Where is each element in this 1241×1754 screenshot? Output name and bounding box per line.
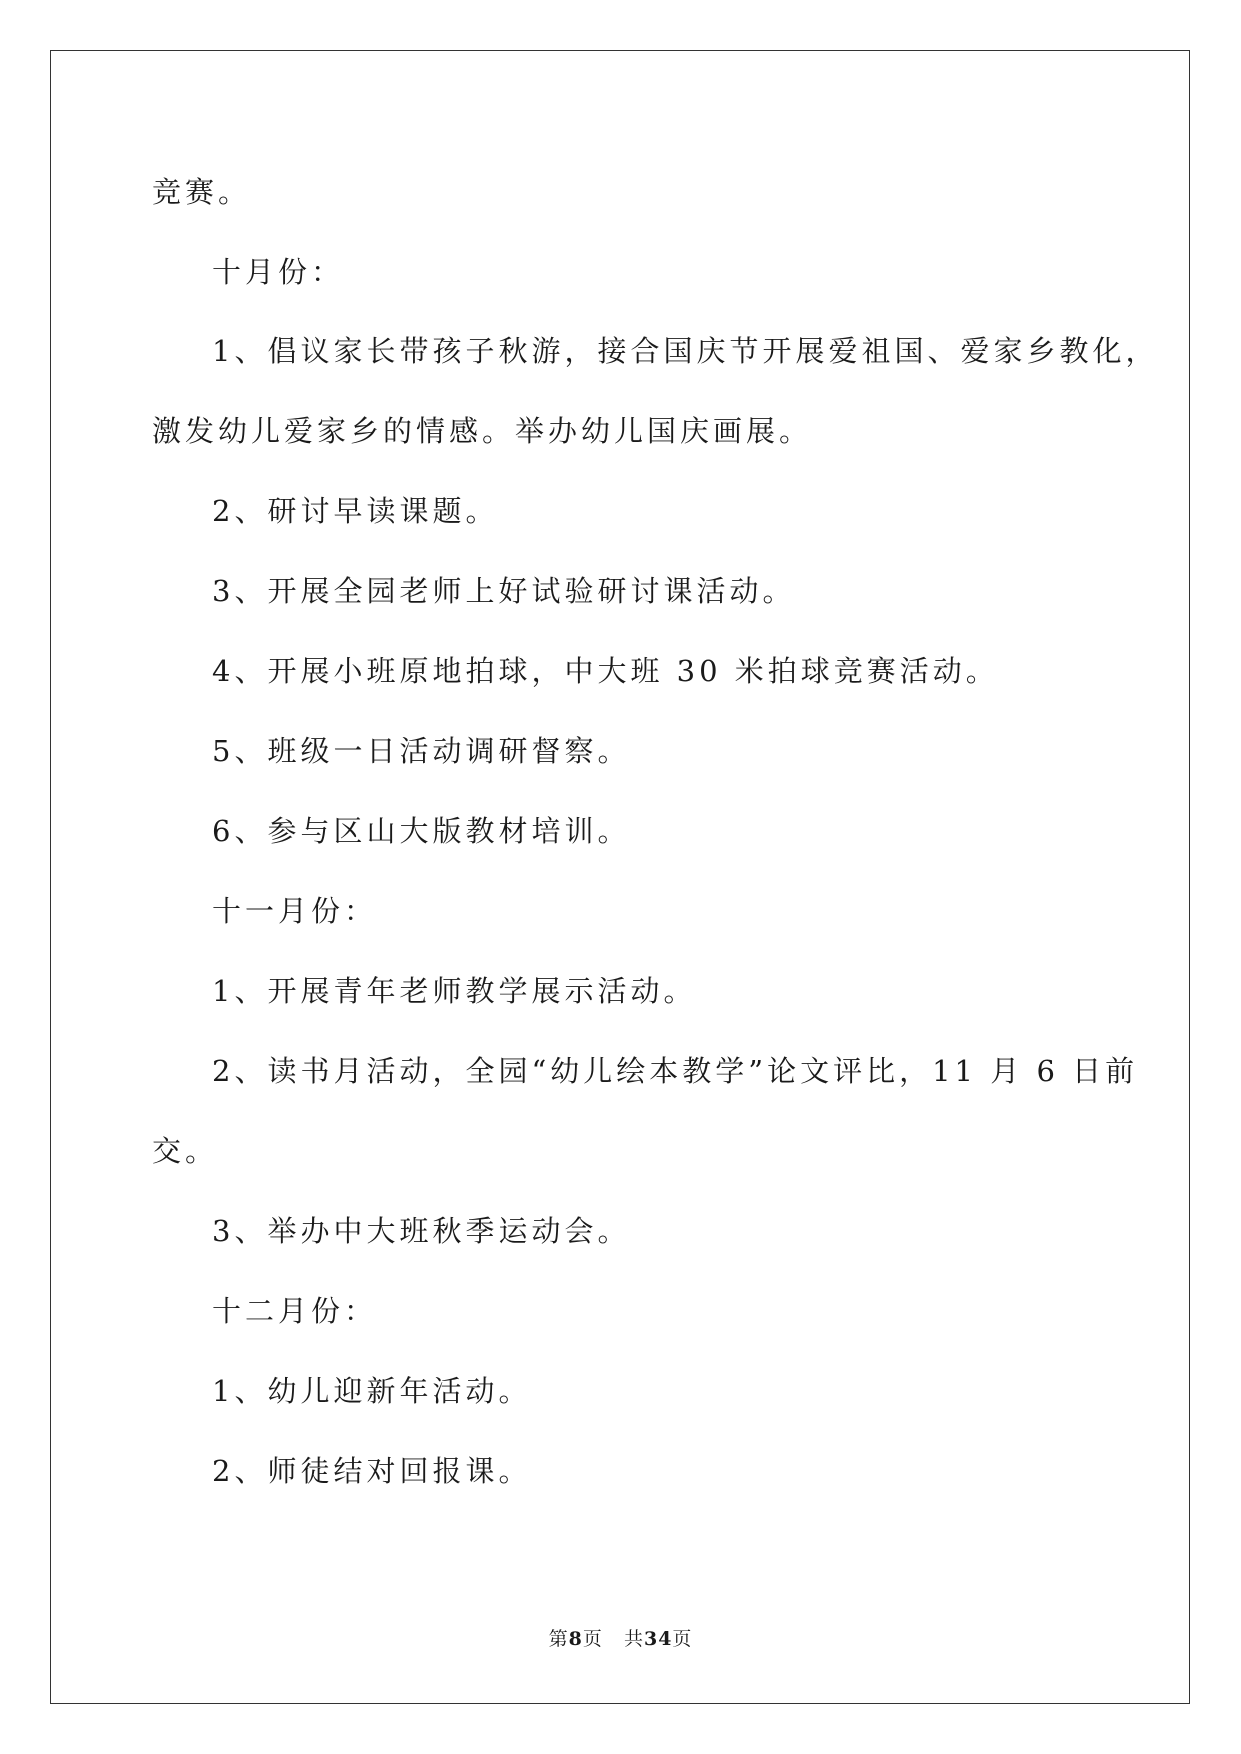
text-line: 3、举办中大班秋季运动会。: [212, 1214, 631, 1248]
text-line: 2、师徒结对回报课。: [212, 1454, 532, 1488]
section-heading-october: 十月份：: [212, 255, 345, 289]
text-line: 1、开展青年老师教学展示活动。: [212, 974, 697, 1008]
text-line: 2、研讨早读课题。: [212, 494, 499, 528]
text-line: 激发幼儿爱家乡的情感。举办幼儿国庆画展。: [152, 414, 813, 448]
text-line: 6、参与区山大版教材培训。: [212, 814, 631, 848]
text-line: 3、开展全园老师上好试验研讨课活动。: [212, 574, 796, 608]
section-heading-december: 十二月份：: [212, 1294, 378, 1328]
text-line: 竞赛。: [152, 175, 252, 209]
section-heading-november: 十一月份：: [212, 894, 378, 928]
text-line: 交。: [152, 1134, 219, 1168]
text-line: 4、开展小班原地拍球，中大班 30 米拍球竞赛活动。: [212, 654, 999, 688]
text-line: 1、幼儿迎新年活动。: [212, 1374, 532, 1408]
text-line: 5、班级一日活动调研督察。: [212, 734, 631, 768]
page-prefix: 第: [548, 1628, 569, 1650]
total-pages: 34: [643, 1628, 673, 1650]
text-line: 2、读书月活动，全园“幼儿绘本教学”论文评比，11 月 6 日前: [212, 1054, 1139, 1088]
total-prefix: 共: [623, 1628, 644, 1650]
text-line: 1、倡议家长带孩子秋游，接合国庆节开展爱祖国、爱家乡教化，: [212, 334, 1159, 368]
page-suffix: 页: [582, 1628, 603, 1650]
total-suffix: 页: [672, 1628, 693, 1650]
page-footer: [0, 1624, 1241, 1651]
page-number: 8: [568, 1628, 583, 1650]
